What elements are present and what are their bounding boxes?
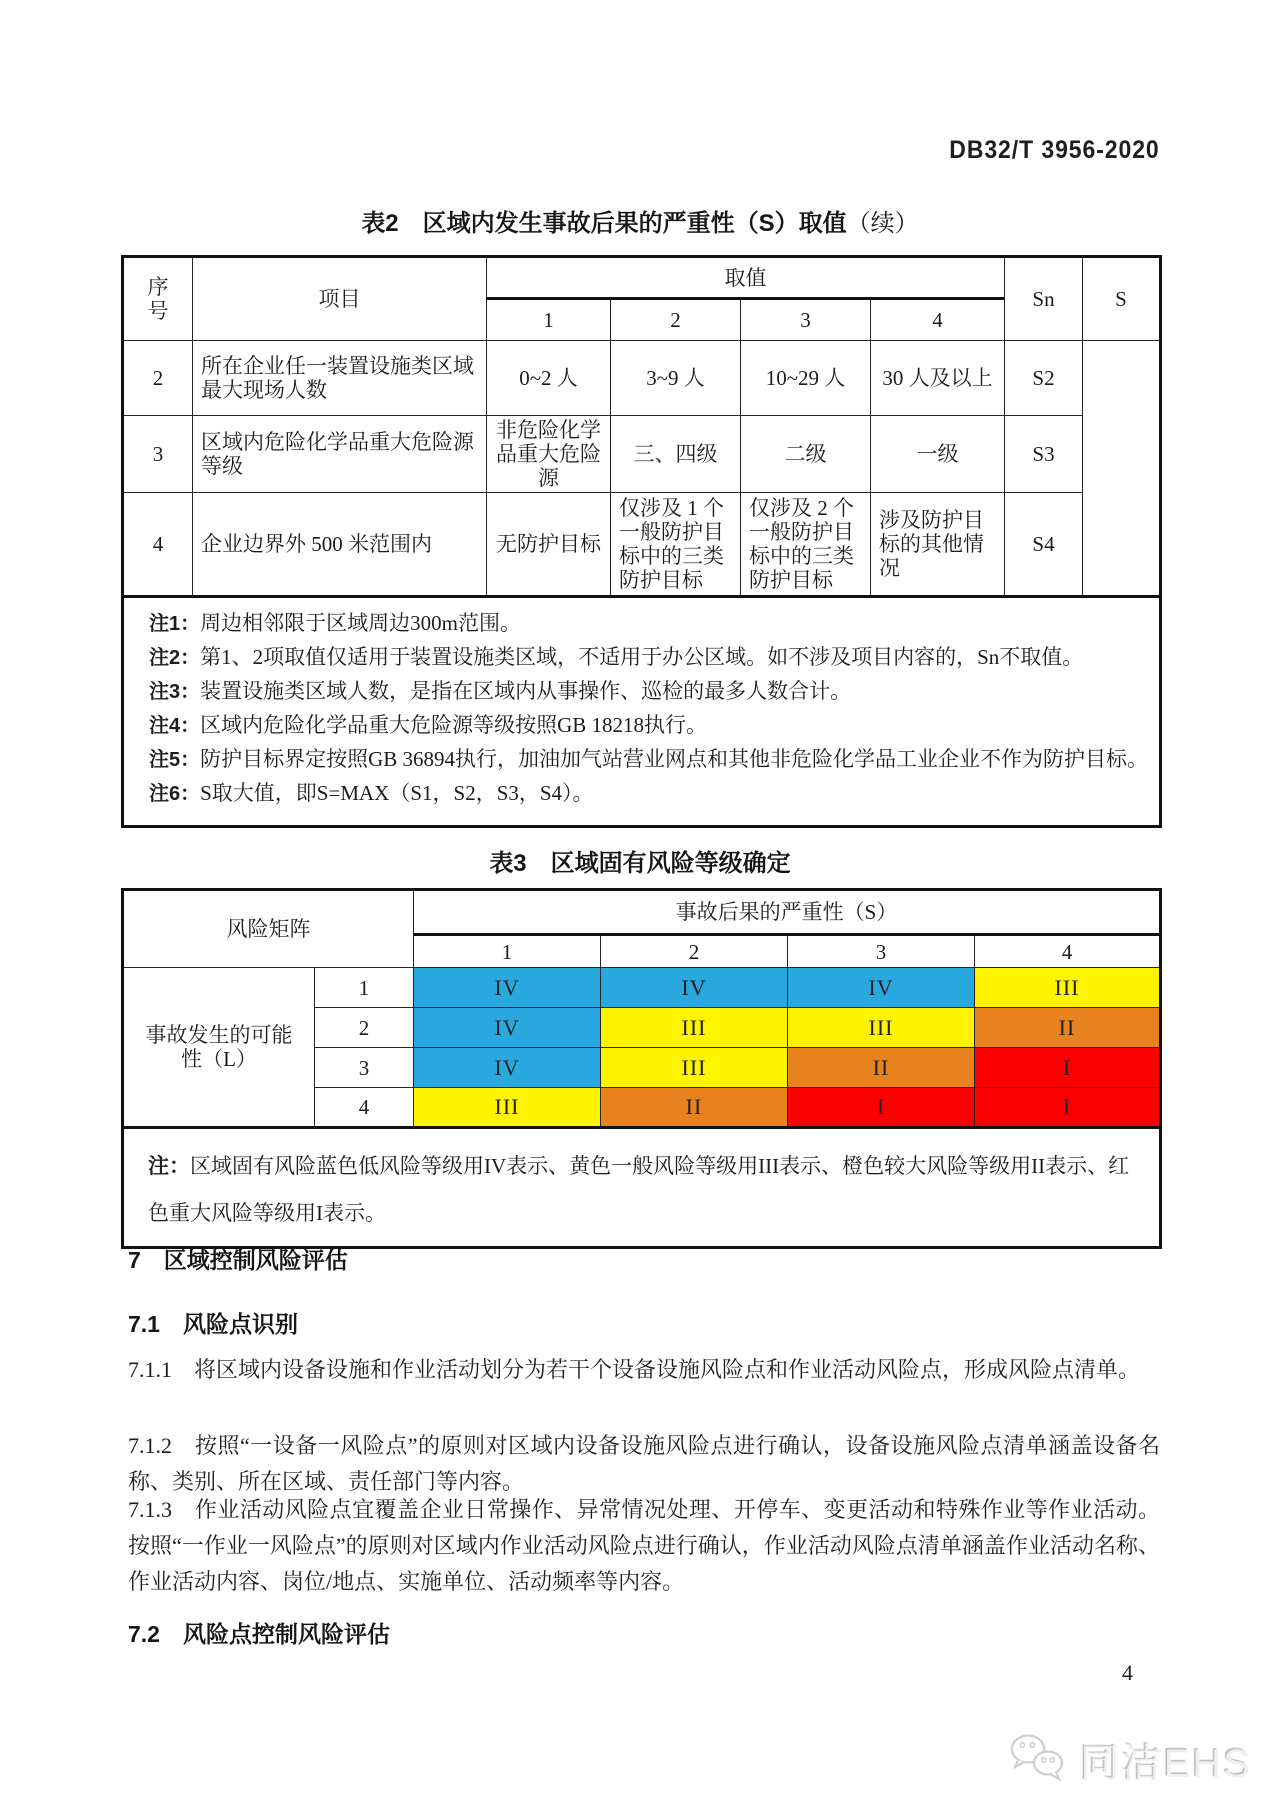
- risk-cell-L4-S4: I: [975, 1088, 1161, 1128]
- risk-cell-L4-S1: III: [414, 1088, 601, 1128]
- table2-header-no: [123, 257, 193, 341]
- row-value-2: 三、四级: [611, 416, 741, 493]
- paragraph-7-1-1: 7.1.1 将区域内设备设施和作业活动划分为若干个设备设施风险点和作业活动风险点，形成风险点清单。: [128, 1357, 1141, 1382]
- table2-title-continued: （续）: [846, 211, 919, 237]
- table2-header-sn: Sn: [1005, 257, 1083, 341]
- heading-7-1: 7.1 风险点识别: [128, 1311, 298, 1337]
- note-text: S取大值，即S=MAX（S1，S2，S3，S4）。: [200, 781, 594, 805]
- note-line: [149, 713, 1149, 738]
- risk-cell-L1-S1: IV: [414, 968, 601, 1008]
- risk-cell-L1-S3: IV: [788, 968, 975, 1008]
- row-value-1: 0~2 人: [487, 341, 611, 416]
- row-sn: S4: [1005, 493, 1083, 597]
- severity-col-2: 2: [601, 935, 788, 968]
- standard-code: DB32/T 3956-2020: [949, 136, 1160, 164]
- note-text: 第1、2项取值仅适用于装置设施类区域，不适用于办公区域。如不涉及项目内容的，Sn不取值。: [200, 645, 1084, 669]
- table2-title: [121, 203, 1159, 238]
- risk-cell-L4-S2: II: [601, 1088, 788, 1128]
- row-value-3: 二级: [741, 416, 871, 493]
- risk-cell-L3-S1: IV: [414, 1048, 601, 1088]
- row-no: 3: [123, 416, 193, 493]
- heading-7: 7 区域控制风险评估: [128, 1247, 348, 1273]
- note-text: 区域固有风险蓝色低风险等级用IV表示、黄色一般风险等级用III表示、橙色较大风险等级用II表示、红色重大风险等级用I表示。: [148, 1154, 1130, 1225]
- note-label: 注2：: [149, 647, 201, 669]
- table-row: [123, 341, 1161, 416]
- note-line: [149, 781, 1149, 806]
- note-line: [149, 611, 1149, 636]
- row-sn: S2: [1005, 341, 1083, 416]
- row-item: 区域内危险化学品重大危险源等级: [193, 416, 487, 493]
- note-label: 注4：: [149, 715, 201, 737]
- table2-header-value: 取值: [487, 257, 1005, 299]
- row-sn: S3: [1005, 416, 1083, 493]
- paragraph-7-1-3: 7.1.3 作业活动风险点宜覆盖企业日常操作、异常情况处理、开停车、变更活动和特殊作业等作业活动。按照“一作业一风险点”的原则对区域内作业活动风险点进行确认，作业活动风险点清单涵盖作业活动名称、作业活动内容、岗位/地点、实施单位、活动频率等内容。: [128, 1497, 1160, 1594]
- table2-header-s: S: [1083, 257, 1161, 341]
- risk-cell-L2-S1: IV: [414, 1008, 601, 1048]
- table2-value-col-3: 3: [741, 299, 871, 341]
- row-no: 4: [123, 493, 193, 597]
- row-value-4: 一级: [871, 416, 1005, 493]
- table2-value-col-2: 2: [611, 299, 741, 341]
- table2-header-no-line2: 号: [147, 299, 169, 323]
- table2-header-item: 项目: [193, 257, 487, 341]
- row-item: 所在企业任一装置设施类区域最大现场人数: [193, 341, 487, 416]
- matrix-row: [123, 968, 1161, 1008]
- risk-cell-L3-S3: II: [788, 1048, 975, 1088]
- matrix-corner-label: 风险矩阵: [123, 890, 414, 968]
- note-text: 区域内危险化学品重大危险源等级按照GB 18218执行。: [200, 713, 708, 737]
- row-value-4: 涉及防护目标的其他情况: [871, 493, 1005, 597]
- table2-header-no-line1: 序: [147, 275, 169, 299]
- heading-7-2: 7.2 风险点控制风险评估: [128, 1621, 390, 1647]
- likelihood-3: 3: [315, 1048, 414, 1088]
- note-label: 注5：: [149, 749, 201, 771]
- s-value-cell-empty: [1083, 341, 1161, 597]
- note-text: 周边相邻限于区域周边300m范围。: [200, 611, 521, 635]
- likelihood-header: 事故发生的可能性（L）: [123, 968, 315, 1128]
- risk-cell-L3-S4: I: [975, 1048, 1161, 1088]
- severity-col-3: 3: [788, 935, 975, 968]
- risk-cell-L1-S4: III: [975, 968, 1161, 1008]
- note-label: 注：: [148, 1155, 190, 1178]
- likelihood-4: 4: [315, 1088, 414, 1128]
- severity-header: 事故后果的严重性（S）: [414, 890, 1161, 935]
- note-label: 注3：: [149, 681, 201, 703]
- risk-cell-L3-S2: III: [601, 1048, 788, 1088]
- risk-cell-L4-S3: I: [788, 1088, 975, 1128]
- table2-value-col-4: 4: [871, 299, 1005, 341]
- row-no: 2: [123, 341, 193, 416]
- row-value-4: 30 人及以上: [871, 341, 1005, 416]
- note-label: 注1：: [149, 613, 201, 635]
- risk-cell-L2-S4: II: [975, 1008, 1161, 1048]
- note-line: [149, 747, 1149, 772]
- likelihood-1: 1: [315, 968, 414, 1008]
- table-row: [123, 416, 1161, 493]
- row-value-3: 仅涉及 2 个一般防护目标中的三类防护目标: [741, 493, 871, 597]
- page-number: 4: [1122, 1660, 1133, 1685]
- table3-note: [123, 1128, 1161, 1248]
- table2-title-main: 表2 区域内发生事故后果的严重性（S）取值: [361, 210, 847, 237]
- likelihood-2: 2: [315, 1008, 414, 1048]
- row-value-2: 仅涉及 1 个一般防护目标中的三类防护目标: [611, 493, 741, 597]
- note-text: 装置设施类区域人数，是指在区域内从事操作、巡检的最多人数合计。: [200, 679, 852, 703]
- row-value-3: 10~29 人: [741, 341, 871, 416]
- row-value-2: 3~9 人: [611, 341, 741, 416]
- note-label: 注6：: [149, 783, 201, 805]
- watermark-text: 同洁EHS: [1079, 1742, 1252, 1786]
- table2-severity-values: [121, 255, 1162, 828]
- risk-cell-L2-S3: III: [788, 1008, 975, 1048]
- note-line: [149, 645, 1149, 670]
- table3-title: 表3 区域固有风险等级确定: [489, 850, 791, 877]
- note-text: 防护目标界定按照GB 36894执行，加油加气站营业网点和其他非危险化学品工业企业不作为防护目标。: [200, 747, 1149, 771]
- paragraph-7-1-2: 7.1.2 按照“一设备一风险点”的原则对区域内设备设施风险点进行确认，设备设施风险点清单涵盖设备名称、类别、所在区域、责任部门等内容。: [128, 1433, 1160, 1494]
- row-value-1: 无防护目标: [487, 493, 611, 597]
- row-item: 企业边界外 500 米范围内: [193, 493, 487, 597]
- row-value-1: 非危险化学品重大危险源: [487, 416, 611, 493]
- table2-value-col-1: 1: [487, 299, 611, 341]
- table2-notes: [123, 597, 1161, 827]
- wechat-icon: [1006, 1732, 1072, 1789]
- note-line: [149, 679, 1149, 704]
- watermark: [1006, 1732, 1252, 1789]
- risk-cell-L1-S2: IV: [601, 968, 788, 1008]
- risk-cell-L2-S2: III: [601, 1008, 788, 1048]
- severity-col-4: 4: [975, 935, 1161, 968]
- table3-risk-matrix: [121, 888, 1162, 1249]
- severity-col-1: 1: [414, 935, 601, 968]
- table-row: [123, 493, 1161, 597]
